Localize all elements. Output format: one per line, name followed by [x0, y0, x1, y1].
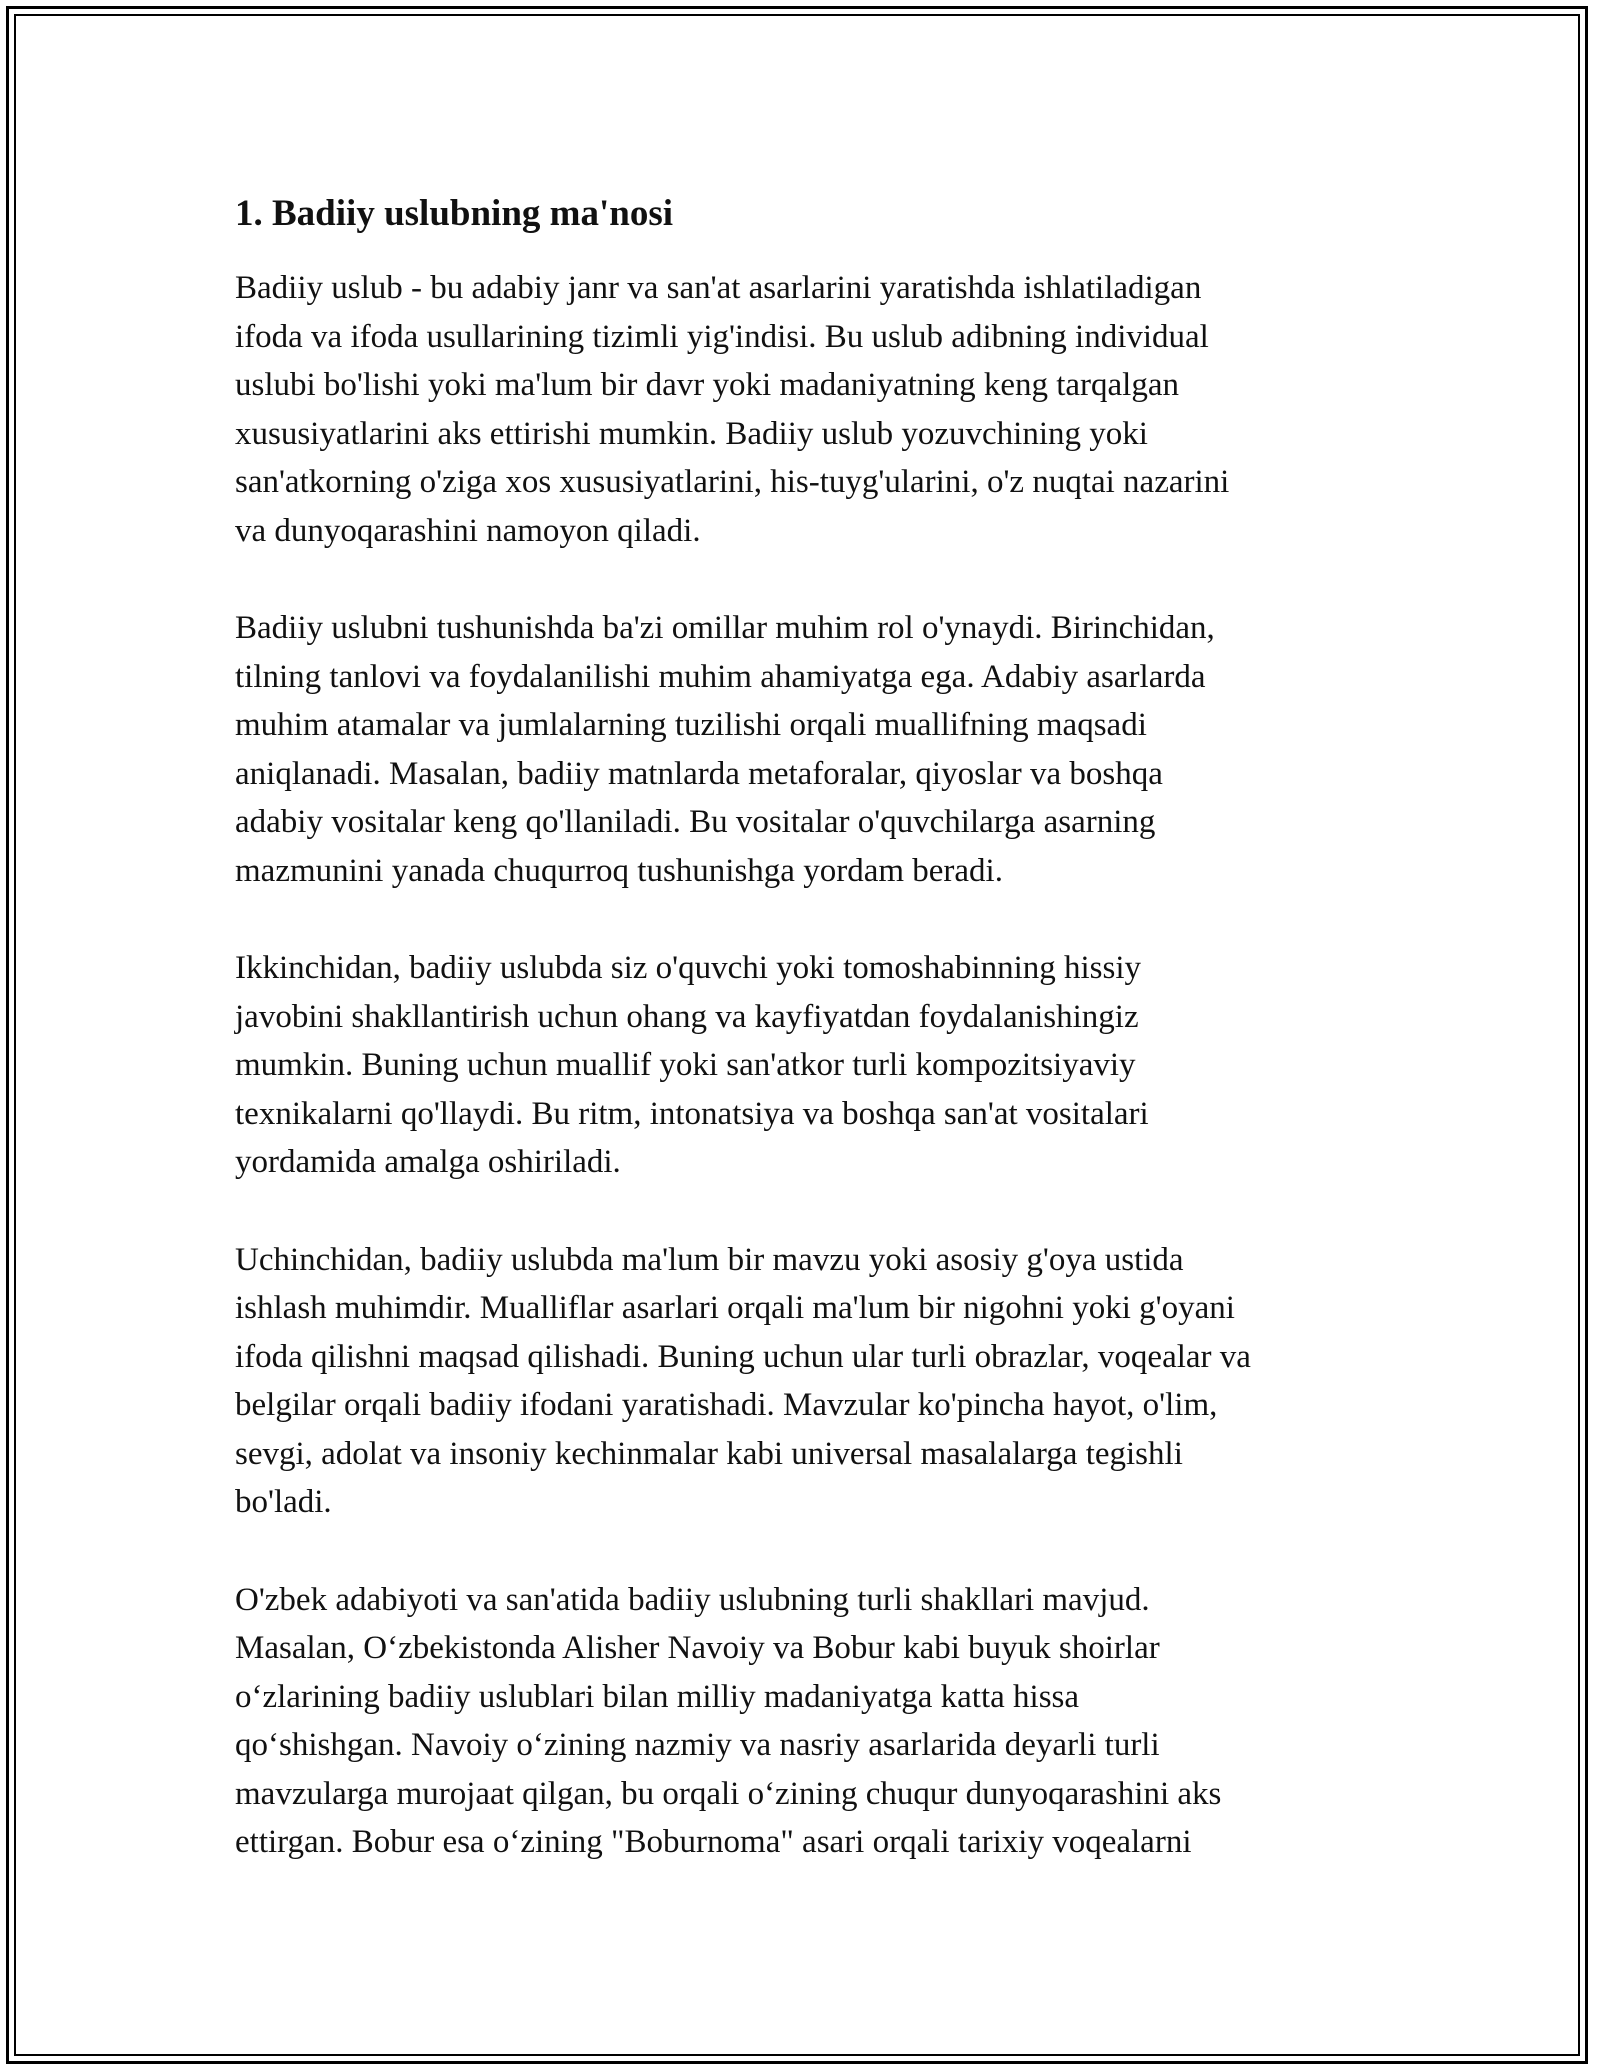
- paragraph-4: Uchinchidan, badiiy uslubda ma'lum bir mavzu yoki asosiy g'oya ustida ishlash muhimdir. Mualliflar asarlari orqali ma'lum bir nigohni yoki g'oyani ifoda qilishni maqsad qilishadi. Buning uchun ular turli obrazlar, voqealar va belgilar orqali badiiy ifodani yaratishadi. Mavzular ko'pincha hayot, o'lim, sevgi, adolat va insoniy kechinmalar kabi universal masalalarga tegishli bo'ladi.: [235, 1241, 1251, 1520]
- paragraph-3: Ikkinchidan, badiiy uslubda siz o'quvchi yoki tomoshabinning hissiy javobini shakllantirish uchun ohang va kayfiyatdan foydalanishingiz mumkin. Buning uchun muallif yoki san'atkor turli kompozitsiyaviy texnikalarni qo'llaydi. Bu ritm, intonatsiya va boshqa san'at vositalari yordamida amalga oshiriladi.: [235, 950, 1149, 1180]
- paragraph-5: O'zbek adabiyoti va san'atida badiiy uslubning turli shakllari mavjud. Masalan, O‘zbekistonda Alisher Navoiy va Bobur kabi buyuk shoirlar o‘zlarining badiiy uslublari bilan milliy madaniyatga katta hissa qo‘shishgan. Navoiy o‘zining nazmiy va nasriy asarlarida deyarli turli mavzularga murojaat qilgan, bu orqali o‘zining chuqur dunyoqarashini aks ettirgan. Bobur esa o‘zining "Boburnoma" asari orqali tarixiy voqealarni: [235, 1581, 1222, 1860]
- section-heading: 1. Badiiy uslubning ma'nosi: [235, 193, 674, 234]
- paragraph-2: Badiiy uslubni tushunishda ba'zi omillar muhim rol o'ynaydi. Birinchidan, tilning tanlovi va foydalanilishi muhim ahamiyatga ega. Adabiy asarlarda muhim atamalar va jumlalarning tuzilishi orqali muallifning maqsadi aniqlanadi. Masalan, badiiy matnlarda metaforalar, qiyoslar va boshqa adabiy vositalar keng qo'llaniladi. Bu vositalar o'quvchilarga asarning mazmunini yanada chuqurroq tushunishga yordam beradi.: [235, 610, 1215, 889]
- paragraph-1: Badiiy uslub - bu adabiy janr va san'at asarlarini yaratishda ishlatiladigan ifoda va ifoda usullarining tizimli yig'indisi. Bu uslub adibning individual uslubi bo'lishi yoki ma'lum bir davr yoki madaniyatning keng tarqalgan xususiyatlarini aks ettirishi mumkin. Badiiy uslub yozuvchining yoki san'atkorning o'ziga xos xususiyatlarini, his-tuyg'ularini, o'z nuqtai nazarini va dunyoqarashini namoyon qiladi.: [235, 270, 1230, 549]
- document-body: [235, 190, 1375, 1916]
